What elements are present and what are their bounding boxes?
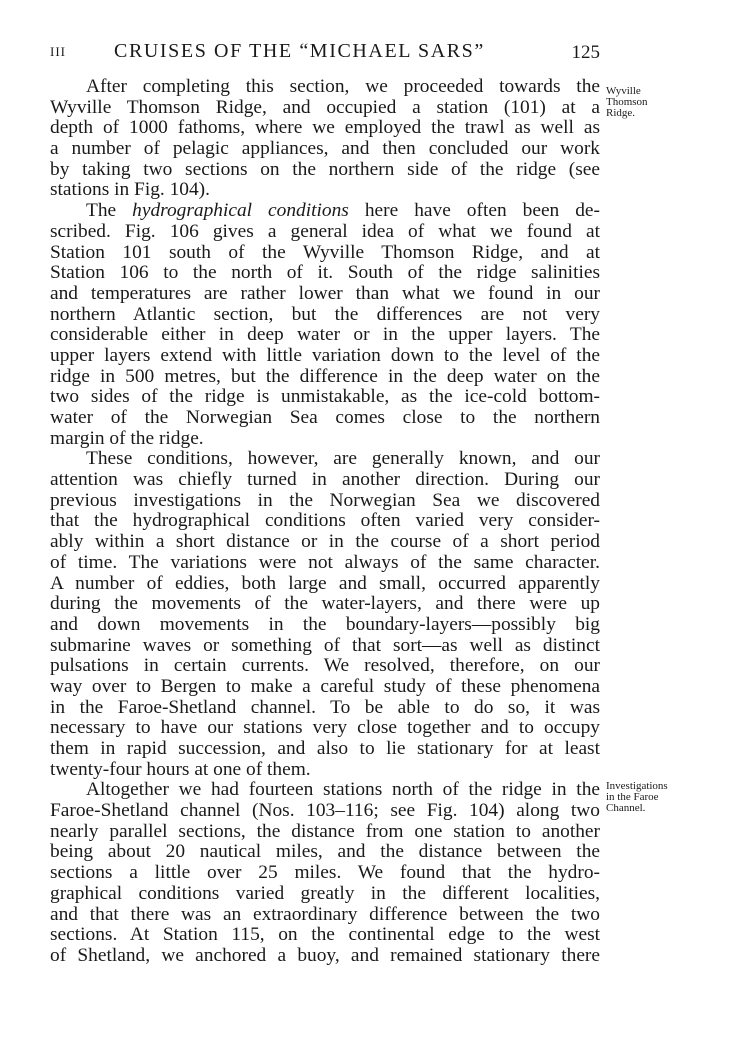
- text-line: submarine waves or something of that sort—as well as distinct: [50, 634, 600, 656]
- text-line: water of the Norwegian Sea comes close to the northern: [50, 407, 600, 428]
- section-number: III: [50, 44, 66, 59]
- text-line: Station 106 to the north of it. South of the ridge salinities: [50, 262, 600, 284]
- marginal-note-wyville: [606, 86, 648, 119]
- text-line: The hydrographical conditions here have often been de-: [86, 200, 600, 222]
- text-line: two sides of the ridge is unmistakable, as the ice-cold bottom-: [50, 386, 600, 408]
- text-line: ably within a short distance or in the course of a short period: [50, 531, 600, 553]
- marginal-note-line: Wyville: [606, 85, 641, 97]
- emphasis-text: hydrographical conditions: [132, 200, 349, 222]
- text-line: pulsations in certain currents. We resolved, therefore, on our: [50, 655, 600, 677]
- text-line: Altogether we had fourteen stations north of the ridge in the: [86, 779, 600, 801]
- text-line: depth of 1000 fathoms, where we employed the trawl as well as: [50, 117, 600, 139]
- running-title: CRUISES OF THE “MICHAEL SARS”: [114, 40, 485, 62]
- text-line: upper layers extend with little variation down to the level of the: [50, 344, 600, 366]
- text-line: margin of the ridge.: [50, 427, 204, 449]
- text-line: a number of pelagic appliances, and then concluded our work: [50, 138, 600, 160]
- text-line: graphical conditions varied greatly in the different localities,: [50, 882, 600, 904]
- text-line: being about 20 nautical miles, and the distance between the: [50, 841, 600, 863]
- body-text: [50, 77, 600, 967]
- text-line: attention was chiefly turned in another direction. During our: [50, 469, 600, 491]
- text-line: twenty-four hours at one of them.: [50, 758, 311, 780]
- text-line: After completing this section, we proceeded towards the: [86, 76, 600, 97]
- marginal-note-line: in the Faroe: [606, 791, 659, 803]
- text-line: A number of eddies, both large and small, occurred apparently: [50, 572, 600, 594]
- text-line: sections. At Station 115, on the continental edge to the west: [50, 924, 600, 946]
- text-line: by taking two sections on the northern side of the ridge (see: [50, 158, 600, 180]
- running-head: [50, 40, 600, 70]
- text-line: and down movements in the boundary-layers—possibly big: [50, 613, 600, 635]
- text-line: nearly parallel sections, the distance from one station to another: [50, 820, 600, 842]
- text-line: of Shetland, we anchored a buoy, and remained stationary there: [50, 944, 600, 966]
- text-line: These conditions, however, are generally known, and our: [86, 448, 600, 470]
- text-line: that the hydrographical conditions often varied very consider-: [50, 510, 600, 532]
- page-number: 125: [571, 42, 600, 63]
- text-line: in the Faroe-Shetland channel. To be able to do so, it was: [50, 696, 600, 718]
- text-line: considerable either in deep water or in the upper layers. The: [50, 324, 600, 346]
- text-line: and temperatures are rather lower than what we found in our: [50, 282, 600, 304]
- text-line: previous investigations in the Norwegian Sea we discovered: [50, 489, 600, 511]
- marginal-note-line: Channel.: [606, 802, 646, 814]
- text-line: necessary to have our stations very close together and to occupy: [50, 717, 600, 739]
- text-line: ridge in 500 metres, but the difference in the deep water on the: [50, 365, 600, 387]
- text-line: scribed. Fig. 106 gives a general idea of what we found at: [50, 220, 600, 242]
- text-line: Wyville Thomson Ridge, and occupied a station (101) at a: [50, 96, 600, 118]
- marginal-note-line: Thomson: [606, 96, 648, 108]
- text-line: way over to Bergen to make a careful study of these phenomena: [50, 675, 600, 697]
- marginal-note-line: Ridge.: [606, 107, 636, 119]
- text-line: Station 101 south of the Wyville Thomson Ridge, and at: [50, 241, 600, 263]
- text-line: them in rapid succession, and also to lie stationary for at least: [50, 738, 600, 759]
- marginal-note-line: Investigations: [606, 780, 668, 792]
- text-line: stations in Fig. 104).: [50, 179, 210, 201]
- text-line: northern Atlantic section, but the differences are not very: [50, 303, 600, 325]
- text-line: Faroe-Shetland channel (Nos. 103–116; see Fig. 104) along two: [50, 800, 600, 822]
- text-line: sections a little over 25 miles. We found that the hydro-: [50, 862, 600, 884]
- text-line: during the movements of the water-layers, and there were up: [50, 593, 600, 615]
- text-line: and that there was an extraordinary difference between the two: [50, 903, 600, 925]
- marginal-note-investigations: [606, 781, 668, 814]
- text-line: of time. The variations were not always of the same character.: [50, 551, 600, 573]
